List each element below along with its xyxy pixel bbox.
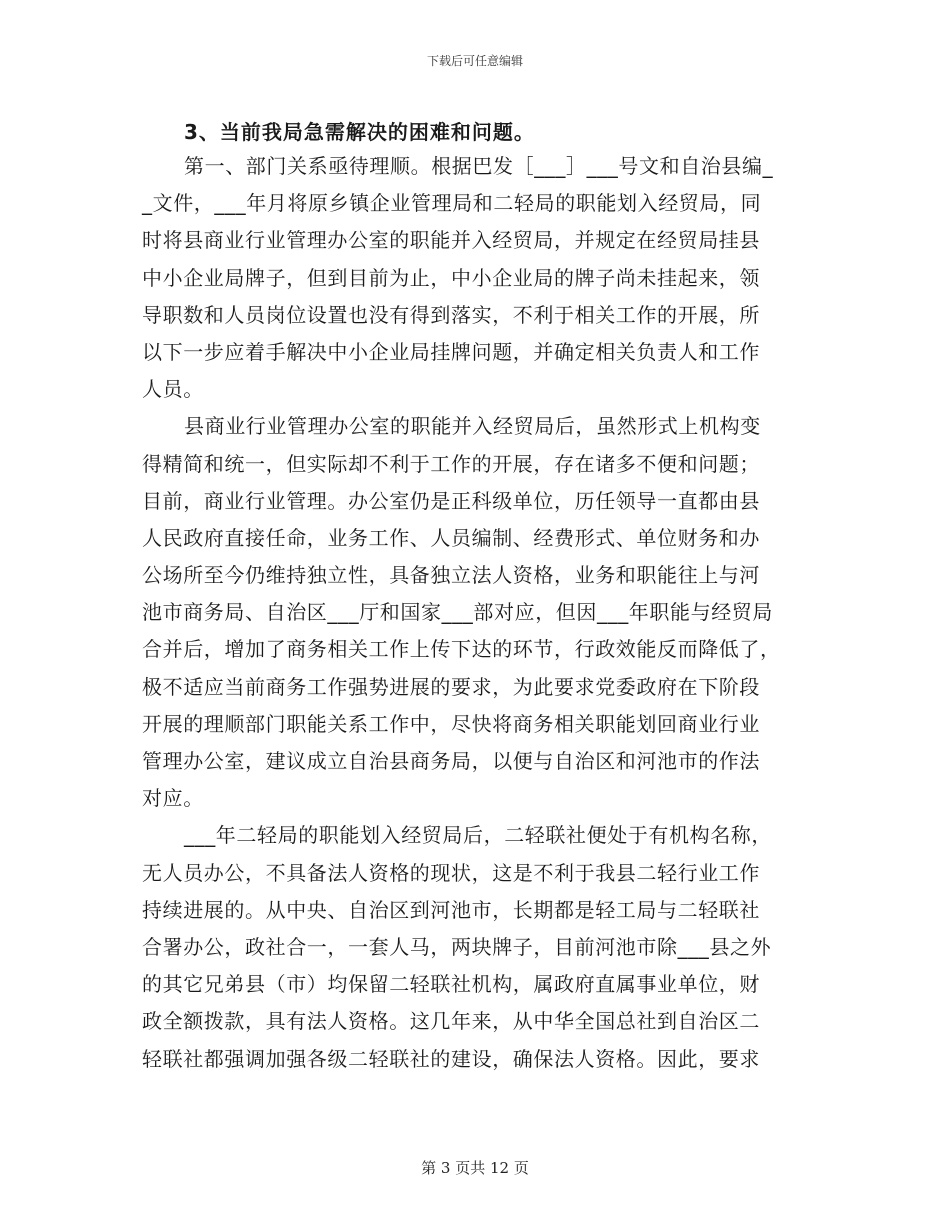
paragraph-line: 时将县商业行业管理办公室的职能并入经贸局，并规定在经贸局挂县 — [142, 228, 760, 253]
paragraph — [142, 148, 812, 408]
paragraph-line: 以下一步应着手解决中小企业局挂牌问题，并确定相关负责人和工作 — [142, 339, 760, 364]
paragraph-line: 轻联社都强调加强各级二轻联社的建设，确保法人资格。因此，要求 — [142, 1046, 760, 1071]
paragraph-line: 管理办公室，建议成立自治县商务局，以便与自治区和河池市的作法 — [142, 749, 760, 773]
paragraph-line: 中小企业局牌子，但到目前为止，中小企业局的牌子尚未挂起来，领 — [142, 265, 760, 290]
paragraph-line: 开展的理顺部门职能关系工作中，尽快将商务相关职能划回商业行业 — [142, 711, 760, 736]
paragraph-line: 得精简和统一，但实际却不利于工作的开展，存在诸多不便和问题； — [142, 451, 760, 476]
page-footer: 第 3 页共 12 页 — [421, 1159, 529, 1177]
paragraph-line: 公场所至今仍维持独立性，具备独立法人资格，业务和职能往上与河 — [142, 563, 760, 588]
paragraph-line: 无人员办公，不具备法人资格的现状，这是不利于我县二轻行业工作 — [142, 860, 760, 885]
paragraph-line: _文件，___年月将原乡镇企业管理局和二轻局的职能划入经贸局，同 — [142, 191, 762, 216]
paragraph-line: 的其它兄弟县（市）均保留二轻联社机构，属政府直属事业单位，财 — [142, 972, 760, 997]
paragraph-line: 人员。 — [142, 377, 204, 402]
paragraph-line: 对应。 — [142, 786, 204, 811]
paragraph-line: 目前，商业行业管理。办公室仍是正科级单位，历任领导一直都由县 — [142, 488, 760, 513]
paragraph-line: 持续进展的。从中央、自治区到河池市，长期都是轻工局与二轻联社 — [142, 897, 760, 922]
paragraph-line: 导职数和人员岗位设置也没有得到落实，不利于相关工作的开展，所 — [142, 302, 760, 327]
body-text — [142, 148, 812, 1078]
paragraph — [142, 817, 812, 1077]
paragraph-line: 池市商务局、自治区___厅和国家___部对应，但因___年职能与经贸局 — [142, 600, 773, 625]
paragraph-line: 县商业行业管理办公室的职能并入经贸局后，虽然形式上机构变 — [184, 414, 761, 439]
header-note: 下载后可任意编辑 — [426, 54, 523, 68]
paragraph — [142, 408, 812, 817]
paragraph-line: 第一、部门关系亟待理顺。根据巴发［___］___号文和自治县编_ — [184, 154, 774, 178]
paragraph-line: 合并后，增加了商务相关工作上传下达的环节，行政效能反而降低了， — [142, 637, 781, 662]
paragraph-line: 人民政府直接任命，业务工作、人员编制、经费形式、单位财务和办 — [142, 525, 760, 550]
paragraph-line: 极不适应当前商务工作强势进展的要求，为此要求党委政府在下阶段 — [142, 674, 760, 699]
section-heading: 3、当前我局急需解决的困难和问题。 — [184, 120, 535, 144]
paragraph-line: 合署办公，政社合一，一套人马，两块牌子，目前河池市除___县之外 — [142, 934, 772, 959]
paragraph-line: 政全额拨款，具有法人资格。这几年来，从中华全国总社到自治区二 — [142, 1009, 760, 1034]
paragraph-line: ___年二轻局的职能划入经贸局后，二轻联社便处于有机构名称， — [184, 823, 772, 848]
